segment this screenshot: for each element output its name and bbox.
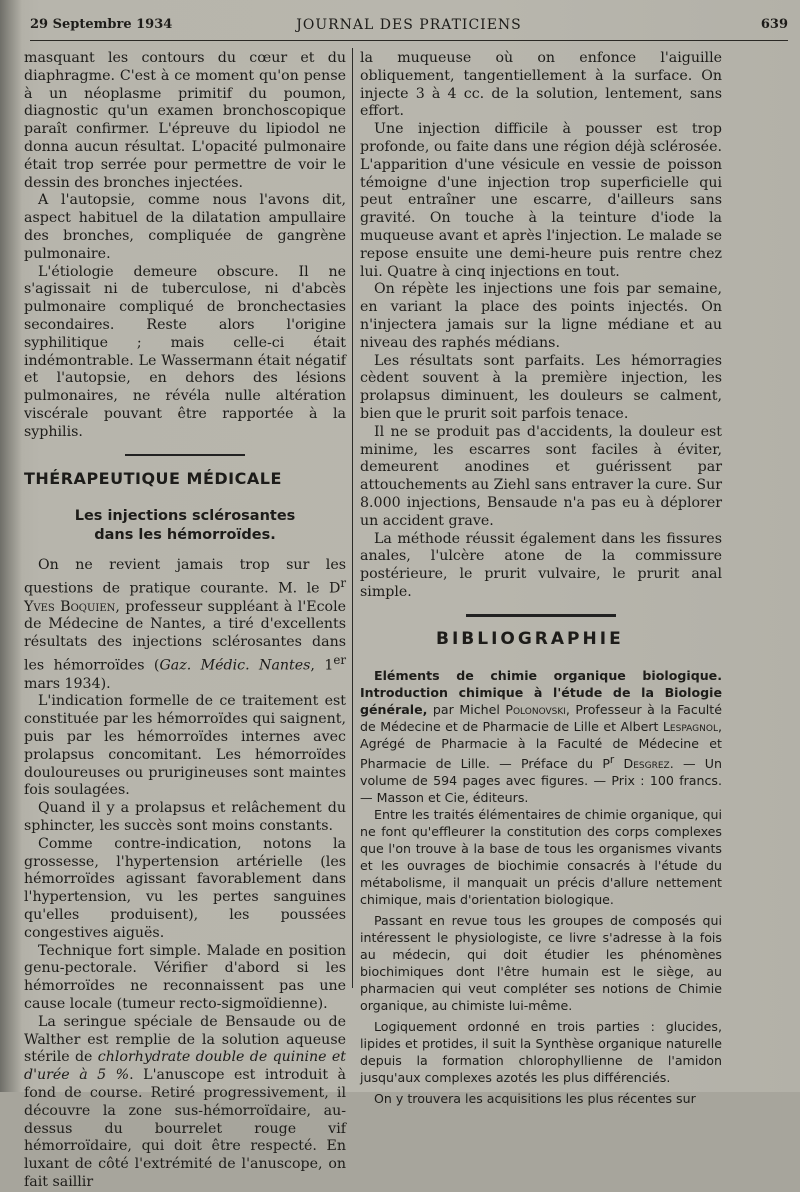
page-binding-shadow <box>0 0 22 1092</box>
book-review <box>360 806 722 1107</box>
text-run: , 1 <box>310 657 334 674</box>
solution-name: chlorhydrate double de quinine et d'urée à 5 % <box>24 1049 346 1084</box>
paragraph: masquant les contours du cœur et du diaphragme. C'est à ce moment qu'on pense à un néoplasme primitif du poumon, diagnostic qu'un examen bronchoscopique paraît confirmer. L'épreuve du lipiodol ne donna aucun résultat. L'opacité pulmonaire était trop serrée pour permettre de voir le dessin des bronches injectées. <box>24 50 346 191</box>
text-run: , Professeur à la Faculté de Médecine et de Pharmacie de Lille et Albert <box>360 701 722 734</box>
section-title-therapeutique: THÉRAPEUTIQUE MÉDICALE <box>24 468 282 488</box>
text-run: r <box>340 576 346 591</box>
text-run: par Michel <box>427 701 506 717</box>
column-divider <box>352 48 353 988</box>
author-name: Lespagnol <box>662 718 718 734</box>
text-run: . — Un volume de 594 pages avec figures. — Prix : 100 francs. — Masson et Cie, éditeurs. <box>360 755 722 805</box>
paragraph: la muqueuse où on enfonce l'aiguille obliquement, tangentiellement à la surface. On injecte 3 à 4 cc. de la solution, lentement, sans effort. <box>360 50 722 120</box>
book-title: Eléments de chimie organique biologique. Introduction chimique à l'étude de la Biologie générale, <box>360 667 722 717</box>
paragraph: Passant en revue tous les groupes de composés qui intéressent le physiologiste, ce livre s'adresse à la fois au médecin, qui doit étudier les phénomènes biochimiques dont l'être humain est le siège, au pharmacien qui veut compléter ses notions de Chimie organique, au chimiste lui-même. <box>360 912 722 1013</box>
text-run: er <box>333 653 347 668</box>
text-run: , professeur suppléant à l'Ecole de Médecine de Nantes, a tiré d'excellents résultats des injections sclérosantes dans les hémorroïdes ( <box>24 598 346 674</box>
paragraph: Quand il y a prolapsus et relâchement du sphincter, les succès sont moins constants. <box>24 800 346 834</box>
text-run: , Agrégé de Pharmacie à la Faculté de Médecine et Pharmacie de Lille. — Préface du P <box>360 718 722 771</box>
paragraph: Logiquement ordonné en trois parties : glucides, lipides et protides, il suit la Synthèse organique naturelle depuis la formation chlorophyllienne de l'amidon jusqu'aux complexes azotés les plus différenciés. <box>360 1018 722 1085</box>
text-run: . L'anuscope est introduit à fond de course. Retiré progressivement, il découvre la zone sus-hémorroïdaire, au-dessus du bourrelet rouge vif hémorroïdaire, qui doit être respecté. En luxant de côté l'extrémité de l'anuscope, on fait saillir <box>24 1067 346 1190</box>
paragraph-intro <box>24 557 346 693</box>
author-name: Yves Boquien <box>24 598 116 615</box>
article-title <box>24 507 346 545</box>
section-title-bibliographie: BIBLIOGRAPHIE <box>436 628 624 649</box>
text-run: La seringue spéciale de Bensaude ou de Walther est remplie de la solution aqueuse stérile de <box>24 1013 346 1066</box>
paragraph: On y trouvera les acquisitions les plus récentes sur <box>374 1090 696 1106</box>
text-run: On ne revient jamais trop sur les questions de pratique courante. M. le D <box>24 557 346 597</box>
paragraph: A l'autopsie, comme nous l'avons dit, aspect habituel de la dilatation ampullaire des bronches, compliquée de gangrène pulmonaire. <box>24 192 346 262</box>
paragraph: Technique fort simple. Malade en position genu-pectorale. Vérifier d'abord si les hémorroïdes ne reconnaissent pas une cause locale (tumeur recto-sigmoïdienne). <box>24 942 346 1012</box>
source-citation: Gaz. Médic. Nantes <box>159 657 311 674</box>
article-title-line: Les injections sclérosantes <box>74 508 296 525</box>
section-separator <box>466 614 616 617</box>
paragraph: L'étiologie demeure obscure. Il ne s'agissait ni de tuberculose, ni d'abcès pulmonaire compliqué de bronchectasies secondaires. Reste alors l'origine syphilitique ; mais celle-ci était indémontrable. Le Wassermann était négatif et l'autopsie, en dehors des lésions pulmonaires, ne révéla nulle altération viscérale pouvant être rapportée à la syphilis. <box>24 263 346 440</box>
text-run: mars 1934). <box>24 675 111 692</box>
article-title-line: dans les hémorroïdes. <box>94 527 276 544</box>
header-page-number: 639 <box>760 17 788 32</box>
paragraph: L'indication formelle de ce traitement est constituée par les hémorroïdes qui saignent, puis par les hémorroïdes internes avec prolapsus concomitant. Les hémorroïdes douloureuses ou prurigineuses sont maintes fois soulagées. <box>24 693 346 799</box>
paragraph: La méthode réussit également dans les fissures anales, l'ulcère atone de la commissure postérieure, le prurit vulvaire, le prurit anal simple. <box>360 530 722 600</box>
paragraph: Il ne se produit pas d'accidents, la douleur est minime, les escarres sont faciles à éviter, demeurent anodines et guérissent par attouchements au Ziehl sans entraver la cure. Sur 8.000 injections, Bensaude n'a pas eu à déplorer un accident grave. <box>360 423 722 529</box>
paragraph: Une injection difficile à pousser est trop profonde, ou faite dans une région déjà sclérosée. L'apparition d'une vésicule en vessie de poisson témoigne d'une injection trop superficielle qui peut entraîner une escarre, d'ailleurs sans gravité. On touche à la teinture d'iode la muqueuse avant et après l'injection. Le malade se repose ensuite une demi-heure puis rentre chez lui. Quatre à cinq injections en tout. <box>360 121 722 280</box>
paragraph-technique <box>24 1014 346 1192</box>
paragraph: Comme contre-indication, notons la grossesse, l'hypertension artérielle (les hémorroïdes agissant favorablement dans l'hypertension, vu les pertes sanguines qu'elles produisent), les poussées congestives aiguës. <box>24 835 346 941</box>
paragraph: On répète les injections une fois par semaine, en variant la place des points injectés. On n'injectera jamais sur la ligne médiane et au niveau des raphés médians. <box>360 281 722 351</box>
text-run: r <box>609 753 615 766</box>
paragraph: Entre les traités élémentaires de chimie organique, qui ne font qu'effleurer la constitution des corps complexes que l'on trouve à la base de tous les organismes vivants et les ouvrages de biochimie consacrés à l'étude du métabolisme, il manquait un précis d'allure nettement chimique, mais d'orientation biologique. <box>360 806 722 907</box>
page-header <box>30 14 788 36</box>
paragraph: Les résultats sont parfaits. Les hémorragies cèdent souvent à la première injection, les prolapsus diminuent, les douleurs se calment, bien que le prurit soit parfois tenace. <box>360 352 722 422</box>
book-reference <box>360 667 722 806</box>
header-rule <box>30 40 788 41</box>
left-column <box>24 50 346 1192</box>
header-date: 29 Septembre 1934 <box>30 17 173 32</box>
section-separator <box>125 454 245 456</box>
prefacer-name: Desgrez <box>623 755 670 771</box>
right-column <box>360 50 722 1111</box>
header-journal-title: JOURNAL DES PRATICIENS <box>296 17 522 33</box>
author-name: Polonovski <box>505 701 566 717</box>
